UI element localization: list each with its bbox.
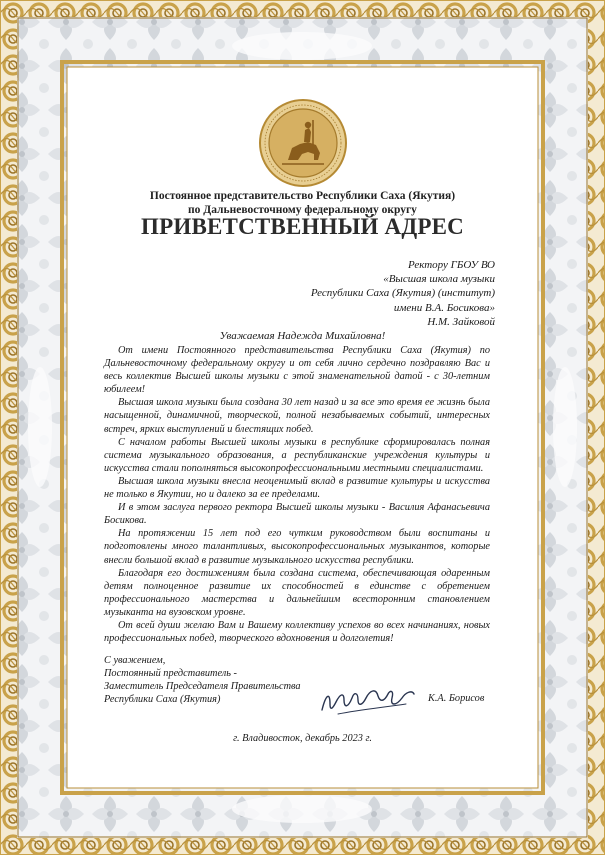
signer-position-line: Республики Саха (Якутия): [104, 694, 221, 706]
body-paragraph: Высшая школа музыки была создана 30 лет назад и за все это время ее жизнь была насыщенной, динамичной, творческой, полной незабываемых событий, интересных встреч, ярких выступлений и блестящих побед.: [104, 397, 490, 435]
body-paragraph: С началом работы Высшей школы музыки в республике сформировалась полная система музыкального образования, а республиканские учреждения культуры и искусства стали пополняться высокопрофессиональными местными специалистами.: [104, 436, 490, 474]
org-name-line-1: Постоянное представительство Республики Саха (Якутия): [149, 190, 456, 202]
addressee-line: Республики Саха (Якутия) (институт): [310, 287, 495, 300]
signature-icon: [318, 680, 418, 720]
body-paragraph: От всей души желаю Вам и Вашему коллективу успехов во всех начинаниях, новых профессиональных побед, творческого вдохновения и долголетия!: [104, 619, 490, 645]
closing: С уважением,: [104, 655, 166, 666]
addressee-block: [235, 258, 495, 329]
body-paragraph: Благодаря его достижениям была создана система, обеспечивающая одаренным детям полноценное развитие их способностей в единстве с обретением профессионального мастерства и дальнейшим всесторонним становлением музыканта на вузовском уровне.: [104, 567, 490, 618]
place-date: г. Владивосток, декабрь 2023 г.: [233, 733, 372, 744]
addressee-line: имени В.А. Босикова»: [393, 301, 495, 314]
body-paragraph: И в этом заслуга первого ректора Высшей школы музыки - Василия Афанасьевича Босикова.: [104, 502, 490, 527]
addressee-line: «Высшая школа музыки: [383, 273, 495, 286]
body-paragraph: Высшая школа музыки внесла неоценимый вклад в развитие культуры и искусства не только в Якутии, но и далеко за ее пределами.: [104, 475, 490, 501]
signer-position-line: Заместитель Председателя Правительства: [104, 681, 301, 693]
emblem-icon: [258, 98, 348, 188]
signer-name: К.А. Борисов: [428, 693, 485, 704]
org-name-line-2: по Дальневосточному федеральному округу: [188, 204, 417, 216]
addressee-line: Ректору ГБОУ ВО: [408, 259, 495, 271]
signer-position-line: Постоянный представитель -: [104, 668, 237, 680]
addressee-line: Н.М. Зайковой: [427, 315, 495, 328]
letter-body: [104, 344, 490, 645]
signature-block: [104, 654, 301, 706]
body-paragraph: От имени Постоянного представительства Республики Саха (Якутия) по Дальневосточному федеральному округу и от себя лично сердечно поздравляю Вас и весь коллектив Высшей школы музыки с этой знаменательной датой - с 30-летним юбилеем!: [104, 345, 490, 396]
salutation: Уважаемая Надежда Михайловна!: [219, 330, 386, 342]
body-paragraph: На протяжении 15 лет под его чутким руководством были воспитаны и подготовлены много талантливых, высокопрофессиональных музыкантов, которые внесли большой вклад в развитие музыкального искусства республики.: [104, 528, 490, 566]
document-title: ПРИВЕТСТВЕННЫЙ АДРЕС: [141, 214, 464, 239]
